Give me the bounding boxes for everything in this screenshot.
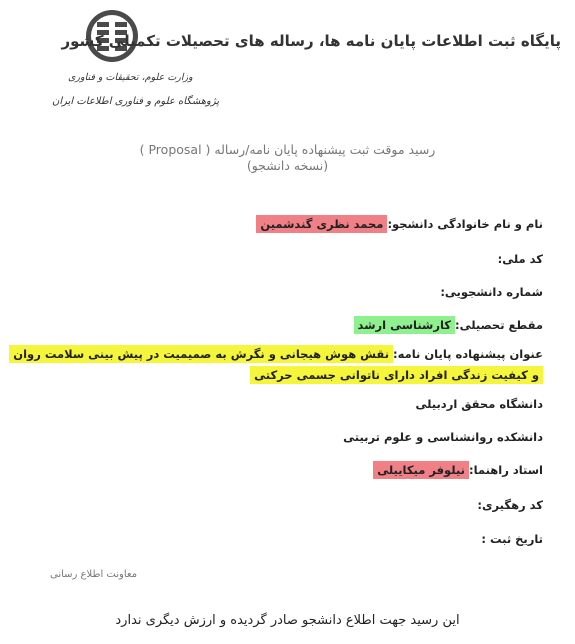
- receipt-subtitle: (نسخه دانشجو): [246, 158, 329, 173]
- university-row: دانشگاه محقق اردبیلی: [415, 397, 543, 411]
- student-name-value: محمد نظری گندشمین: [256, 215, 387, 233]
- degree-label: مقطع تحصیلی:: [454, 318, 543, 332]
- tracking-code-row: [477, 498, 543, 512]
- student-name-row: [256, 217, 543, 231]
- proposal-title-row-2: [250, 368, 543, 382]
- student-name-label: نام و نام خانوادگی دانشجو:: [387, 217, 543, 231]
- page-title: پایگاه ثبت اطلاعات پایان نامه ها، رساله های تحصیلات تکمیلی کشور: [61, 32, 561, 50]
- degree-row: [354, 318, 543, 332]
- proposal-title-row: [9, 347, 543, 361]
- proposal-title-value-line-2: و کیفیت زندگی افراد دارای ناتوانی جسمی حرکتی: [250, 366, 543, 384]
- org-name-institute: پژوهشگاه علوم و فناوری اطلاعات ایران: [52, 96, 220, 107]
- proposal-title-value-line-1: نقش هوش هیجانی و نگرش به صمیمیت در پیش بینی سلامت روان: [9, 345, 393, 363]
- proposal-title-label: عنوان پیشنهاده پایان نامه:: [393, 347, 543, 361]
- registration-date-row: [481, 532, 543, 546]
- registration-date-label: تاریخ ثبت :: [481, 532, 543, 546]
- footer-note: این رسید جهت اطلاع دانشجو صادر گردیده و ارزش دیگری ندارد: [115, 613, 460, 628]
- student-number-row: [440, 285, 543, 299]
- advisor-label: استاد راهنما:: [468, 463, 543, 477]
- national-code-row: [498, 252, 543, 266]
- faculty-row: دانشکده روانشناسی و علوم تربیتی: [343, 430, 543, 444]
- national-code-label: کد ملی:: [497, 252, 543, 266]
- deputy-signature: معاونت اطلاع رسانی: [50, 569, 138, 580]
- tracking-code-label: کد رهگیری:: [477, 498, 543, 512]
- advisor-value: نیلوفر میکاییلی: [373, 461, 469, 479]
- advisor-row: [373, 463, 543, 477]
- student-number-label: شماره دانشجویی:: [440, 285, 543, 299]
- receipt-title: رسید موقت ثبت پیشنهاده پایان نامه/رساله ( Proposal ): [139, 142, 436, 157]
- degree-value: کارشناسی ارشد: [354, 316, 455, 334]
- org-name-ministry: وزارت علوم، تحقیقات و فناوری: [68, 72, 193, 83]
